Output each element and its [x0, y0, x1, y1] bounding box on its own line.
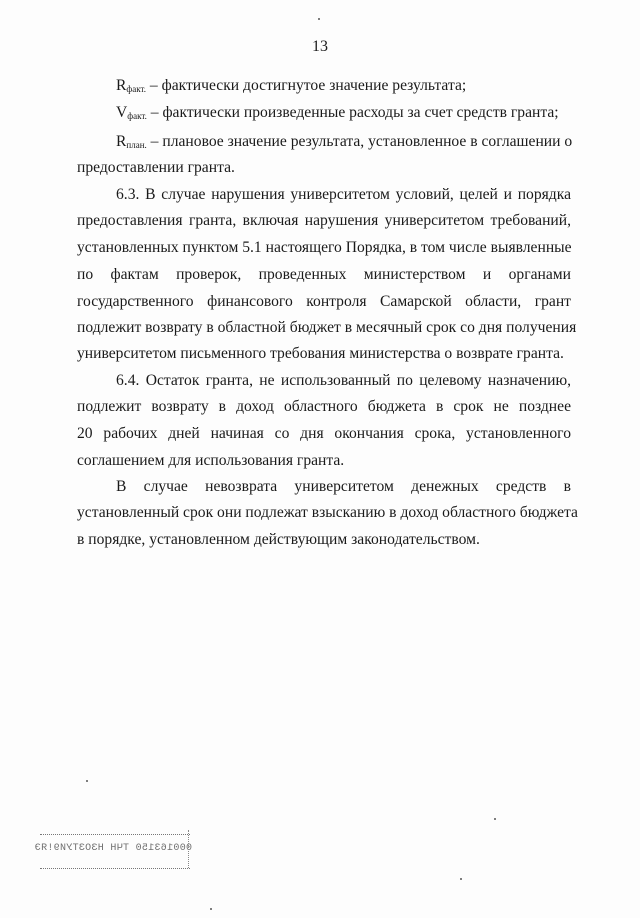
paragraph-refund-line: в порядке, установленном действующим законодательством.	[77, 531, 480, 548]
paragraph-6-3-line: университетом письменного требования министерства о возврате гранта.	[77, 345, 564, 362]
paragraph-6-3-line: подлежит возврату в областной бюджет в месячный срок со дня получения	[77, 319, 577, 336]
stamp-text: 000163150 ТЧН НЗОЗТУИ9!ЯЭ	[34, 843, 192, 854]
paragraph-6-3-line: государственного финансового контроля Самарской области, грант	[77, 293, 571, 310]
definition-v-fact	[116, 104, 571, 122]
paragraph-6-3-line: 6.3. В случае нарушения университетом условий, целей и порядка	[116, 186, 571, 203]
paragraph-6-4-line: подлежит возврату в доход областного бюджета в срок не позднее	[77, 398, 571, 415]
definition-r-plan-continuation: предоставлении гранта.	[77, 159, 235, 176]
definition-r-plan	[116, 133, 571, 151]
page-number: 13	[312, 38, 328, 55]
paragraph-6-4-line: соглашением для использования гранта.	[77, 452, 345, 469]
definition-text: – плановое значение результата, установленное в соглашении о	[146, 133, 573, 150]
scan-speck	[494, 818, 496, 820]
stamp-divider	[188, 830, 191, 868]
paragraph-6-3-line: установленных пунктом 5.1 настоящего Порядка, в том числе выявленные	[77, 239, 572, 256]
subscript: факт.	[126, 84, 146, 94]
paragraph-6-4-line: 20 рабочих дней начиная со дня окончания срока, установленного	[77, 425, 571, 442]
symbol: V	[116, 104, 128, 121]
scan-speck	[460, 878, 462, 880]
subscript: план.	[126, 140, 147, 150]
symbol: R	[116, 77, 127, 94]
stamp-border-bottom	[40, 868, 190, 869]
scan-speck	[318, 18, 320, 20]
paragraph-6-4-line: 6.4. Остаток гранта, не использованный по целевому назначению,	[116, 372, 571, 389]
definition-r-fact	[116, 77, 571, 95]
scan-speck	[86, 780, 88, 782]
paragraph-6-3-line: по фактам проверок, проведенных министерством и органами	[77, 266, 571, 283]
paragraph-refund-line: В случае невозврата университетом денежных средств в	[116, 478, 571, 495]
registration-stamp	[34, 828, 192, 876]
definition-text: – фактически достигнутое значение результата;	[146, 77, 467, 94]
paragraph-6-3-line: предоставления гранта, включая нарушения университетом требований,	[77, 212, 571, 229]
symbol: R	[116, 133, 127, 150]
scan-speck	[210, 908, 212, 910]
subscript: факт.	[127, 111, 147, 121]
paragraph-refund-line: установленный срок они подлежат взысканию в доход областного бюджета	[77, 504, 578, 521]
definition-text: – фактически произведенные расходы за счет средств гранта;	[146, 104, 559, 121]
stamp-border-top	[40, 834, 190, 835]
